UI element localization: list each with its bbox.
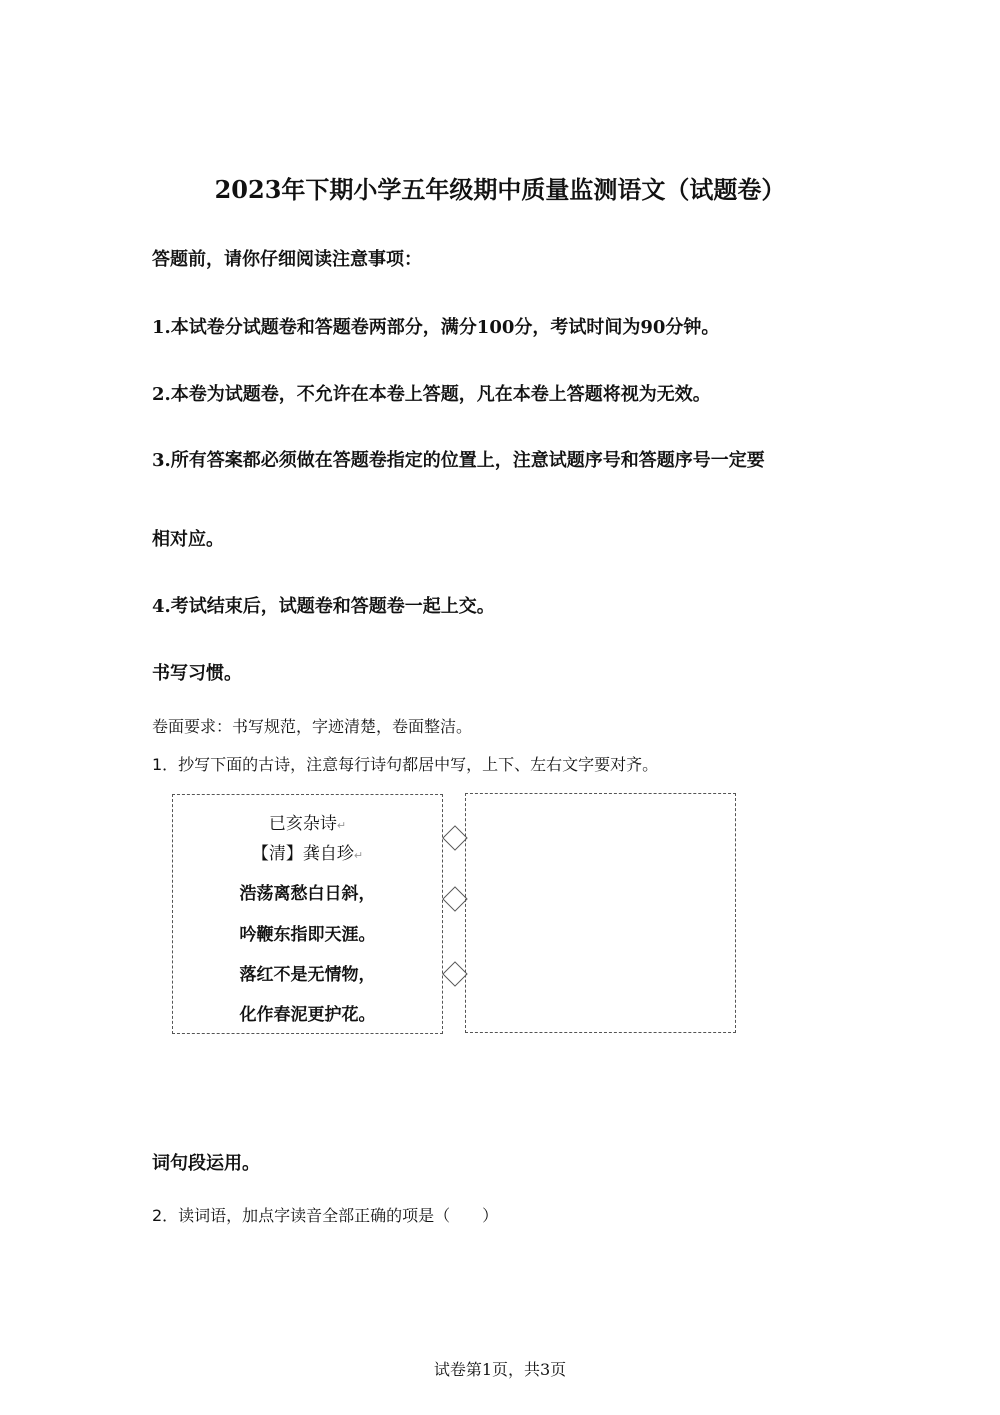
- page-title: 2023年下期小学五年级期中质量监测语文（试题卷）: [214, 175, 786, 204]
- notice-item-3-line2: 相对应。: [152, 529, 224, 550]
- notice-item-2: 2.本卷为试题卷，不允许在本卷上答题，凡在本卷上答题将视为无效。: [152, 384, 711, 405]
- question-1: 1．抄写下面的古诗，注意每行诗句都居中写，上下、左右文字要对齐。: [152, 755, 659, 774]
- poem-line-3: 落红不是无情物，: [239, 965, 376, 985]
- poem-line-2: 吟鞭东指即天涯。: [239, 925, 376, 945]
- paper-requirement: 卷面要求：书写规范，字迹清楚，卷面整洁。: [152, 717, 473, 736]
- poem-box: [172, 794, 443, 1034]
- notice-item-1: 1.本试卷分试题卷和答题卷两部分，满分100分，考试时间为90分钟。: [152, 317, 720, 338]
- poem-author: 【清】龚自珍↵: [251, 844, 364, 864]
- question-2: 2．读词语，加点字读音全部正确的项是（ ）: [152, 1206, 499, 1225]
- poem-title: 已亥杂诗↵: [268, 814, 347, 834]
- section-heading-writing: 书写习惯。: [152, 663, 242, 684]
- diamond-connector-icon: [442, 961, 467, 986]
- answer-box: [465, 793, 736, 1033]
- poem-line-4: 化作春泥更护花。: [239, 1005, 376, 1025]
- notice-item-4: 4.考试结束后，试题卷和答题卷一起上交。: [152, 596, 495, 617]
- section-heading-words: 词句段运用。: [152, 1153, 260, 1174]
- diamond-connector-icon: [442, 825, 467, 850]
- page-footer: 试卷第1页，共3页: [433, 1360, 567, 1379]
- poem-line-1: 浩荡离愁白日斜，: [239, 884, 376, 904]
- notice-heading: 答题前，请你仔细阅读注意事项：: [152, 249, 422, 270]
- notice-item-3-line1: 3.所有答案都必须做在答题卷指定的位置上，注意试题序号和答题序号一定要: [152, 450, 765, 471]
- diamond-connector-icon: [442, 886, 467, 911]
